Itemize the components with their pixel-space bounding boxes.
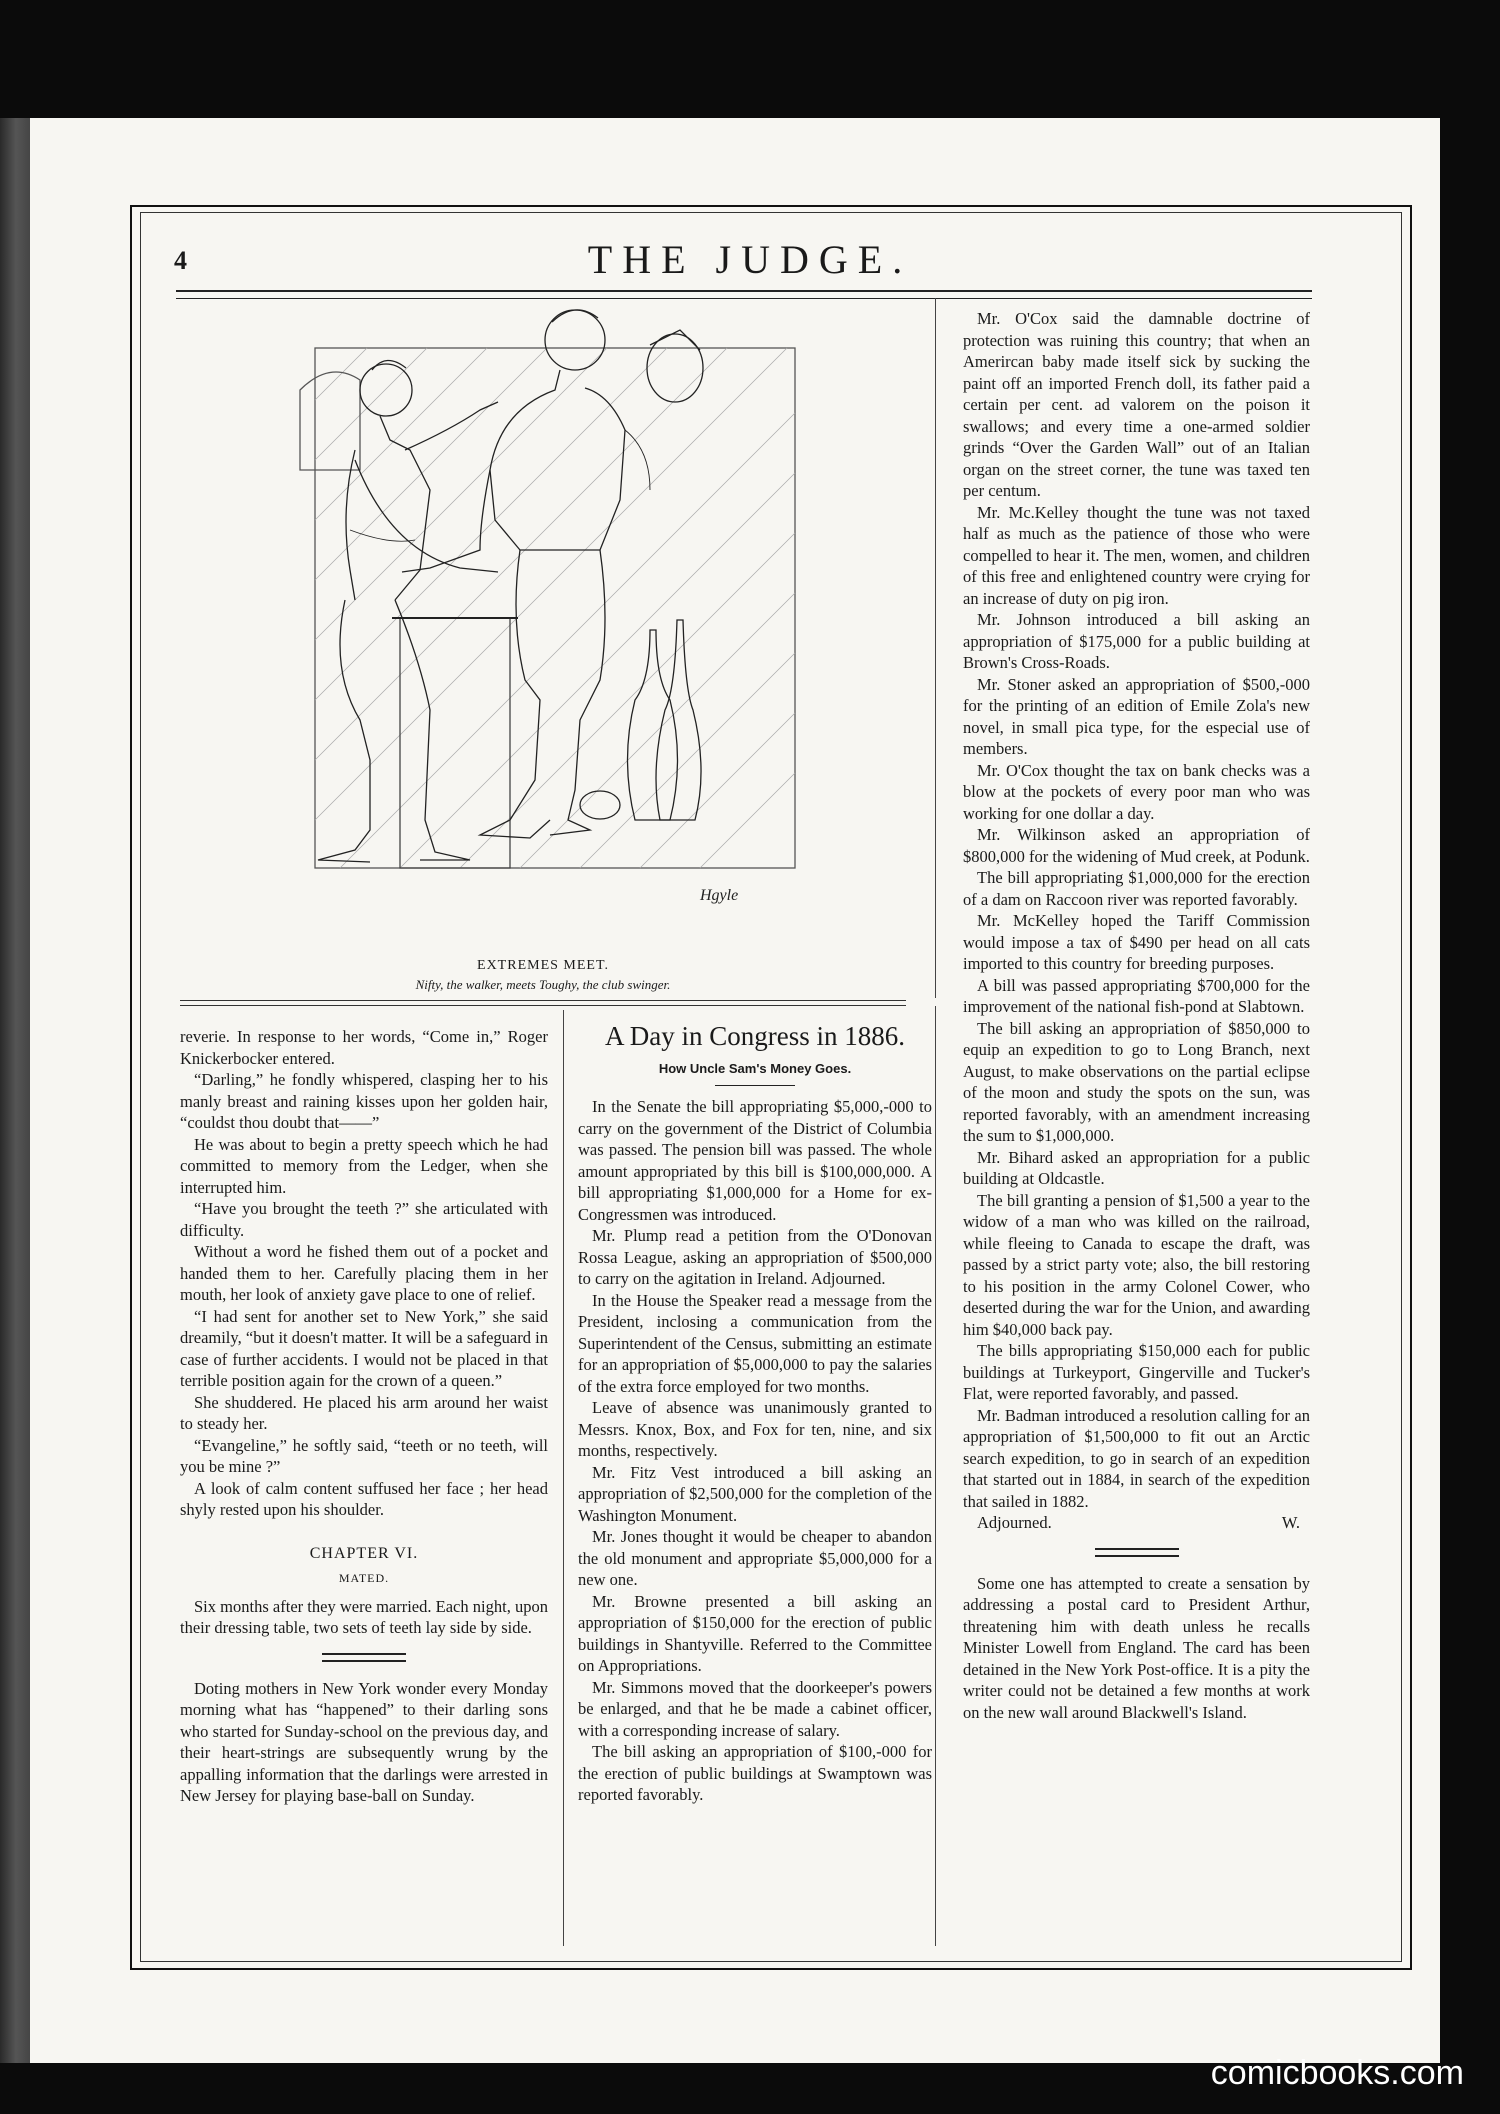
article-title: A Day in Congress in 1886.: [605, 1021, 905, 1051]
article-paragraph: Mr. Mc.Kelley thought the tune was not taxed half as much as the patience of those who were compelled to hear it. The men, women, and children of this free and enlightened country were crying for an increase of duty on pig iron.: [963, 502, 1310, 608]
article-paragraph: The bills appropriating $150,000 each for public buildings at Turkeyport, Gingerville and Tucker's Flat, were reported favorably, and passed.: [963, 1341, 1310, 1403]
article-paragraph: Mr. Bihard asked an appropriation for a public building at Oldcastle.: [963, 1147, 1310, 1188]
article-closing: [963, 1512, 1310, 1534]
chapter-subheading: MATED.: [338, 1571, 390, 1585]
section-divider: [322, 1653, 406, 1662]
article-paragraph: The bill asking an appropriation of $850,000 to equip an expedition to go to Long Branch, next August, to make observations on the partial eclipse of the moon and study the spots on the sun, was reported favorably, with an amendment increasing the sum to $1,000,000.: [963, 1018, 1310, 1145]
author-initial: W.: [1281, 1513, 1300, 1532]
adjourned-text: Adjourned.: [977, 1513, 1052, 1532]
article-paragraph: Mr. Jones thought it would be cheaper to abandon the old monument and appropriate $5,000,000 for a new one.: [578, 1527, 932, 1589]
article-paragraph: Mr. Wilkinson asked an appropriation of $800,000 for the widening of Mud creek, at Podunk.: [963, 825, 1310, 866]
section-divider: [1095, 1548, 1179, 1557]
article-paragraph: A bill was passed appropriating $700,000 for the improvement of the national fish-pond at Slabtown.: [963, 975, 1310, 1016]
article-continued-column: [963, 308, 1310, 1723]
story-paragraph: “I had sent for another set to New York,” she said dreamily, “but it doesn't matter. It will be a safeguard in case of further accidents. I would not be placed in that terrible position again for the crown of a queen.”: [180, 1306, 548, 1390]
site-watermark: comicbooks.com: [1210, 2054, 1464, 2092]
story-paragraph: “Have you brought the teeth ?” she articulated with difficulty.: [180, 1199, 548, 1240]
story-paragraph: reverie. In response to her words, “Come in,” Roger Knickerbocker entered.: [180, 1027, 548, 1068]
article-paragraph: The bill asking an appropriation of $100,-000 for the erection of public buildings at Swamptown was reported favorably.: [578, 1742, 932, 1804]
news-item: Doting mothers in New York wonder every Monday morning what has “happened” to their darling sons who started for Sunday-school on the previous day, and their heart-strings are subsequently wrung by the appalling information that the darlings were arrested in New Jersey for playing base-ball on Sunday.: [180, 1678, 548, 1805]
story-paragraph: He was about to begin a pretty speech which he had committed to memory from the Ledger, when she interrupted him.: [180, 1134, 548, 1197]
article-paragraph: Mr. McKelley hoped the Tariff Commission would impose a tax of $490 per head on all cats imported to this country for breeding purposes.: [963, 911, 1310, 973]
article-paragraph: Mr. Browne presented a bill asking an appropriation of $150,000 for the erection of public buildings in Shantyville. Referred to the Committee on Appropriations.: [578, 1591, 932, 1675]
article-paragraph: The bill appropriating $1,000,000 for the erection of a dam on Raccoon river was reported favorably.: [963, 868, 1310, 909]
article-paragraph: Mr. Badman introduced a resolution calling for an appropriation of $1,500,000 to fit out an Arctic search expedition, to go in search of an expedition that started out in 1884, in search of the expedition that sailed in 1882.: [963, 1405, 1310, 1511]
article-paragraph: Leave of absence was unanimously granted to Messrs. Knox, Box, and Fox for ten, nine, and six months, respectively.: [578, 1398, 932, 1460]
caption-rule: [180, 1000, 906, 1006]
column-rule-left: [563, 1010, 564, 1946]
illustration-title: EXTREMES MEET.: [477, 958, 609, 973]
article-paragraph: Mr. O'Cox said the damnable doctrine of protection was ruining this country; that when an Amerircan baby made itself sick by sucking the paint off an imported French doll, its father paid a certain per cent. ad valorem on the poison it swallows; and every time a one-armed soldier grinds “Over the Garden Wall” out of an Italian organ on the street corner, the tune was taxed ten per centum.: [963, 309, 1310, 500]
header-rule: [176, 290, 1312, 299]
masthead-title: THE JUDGE.: [587, 237, 913, 282]
article-paragraph: Mr. Fitz Vest introduced a bill asking an appropriation of $2,500,000 for the completion of the Washington Monument.: [578, 1462, 932, 1525]
chapter-heading: CHAPTER VI.: [309, 1544, 419, 1562]
article-paragraph: Mr. Simmons moved that the doorkeeper's powers be enlarged, and that he be made a cabinet officer, with a corresponding increase of salary.: [578, 1677, 932, 1740]
news-item: Some one has attempted to create a sensation by addressing a postal card to President Arthur, threatening him with death unless he recalls Minister Lowell from England. The card has been detained in the New York Post-office. It is a pity the writer could not be detained a few months at work on the new wall around Blackwell's Island.: [963, 1573, 1310, 1722]
column-rule-right-lower: [935, 1006, 936, 1946]
column-rule-right: [935, 298, 936, 998]
illustration-caption: Nifty, the walker, meets Toughy, the club swinger.: [415, 977, 671, 992]
story-paragraph: “Evangeline,” he softly said, “teeth or no teeth, will you be mine ?”: [180, 1435, 548, 1476]
story-paragraph: She shuddered. He placed his arm around her waist to steady her.: [180, 1392, 548, 1433]
story-paragraph: A look of calm content suffused her face ; her head shyly rested upon his shoulder.: [180, 1478, 548, 1519]
article-paragraph: In the House the Speaker read a message from the President, inclosing a communication from the Superintendent of the Census, submitting an estimate for an appropriation of $5,000,000 to pay the salaries of the extra force employed for two months.: [578, 1290, 932, 1396]
story-column: [180, 1026, 548, 1807]
story-paragraph: “Darling,” he fondly whispered, clasping her to his manly breast and raining kisses upon her golden hair, “couldst thou doubt that——”: [180, 1070, 548, 1132]
article-paragraph: Mr. Johnson introduced a bill asking an appropriation of $175,000 for a public building at Brown's Cross-Roads.: [963, 610, 1310, 672]
article-column: [578, 1021, 932, 1806]
article-paragraph: Mr. Plump read a petition from the O'Donovan Rossa League, asking an appropriation of $500,000 to carry on the agitation in Ireland. Adjourned.: [578, 1226, 932, 1288]
article-paragraph: In the Senate the bill appropriating $5,000,-000 to carry on the government of the District of Columbia was passed. The pension bill was passed. The whole amount appropriated by this bill is $100,000,000. A bill appropriating $1,000,000 for a Home for ex-Congressmen was introduced.: [578, 1097, 932, 1224]
article-paragraph: Mr. O'Cox thought the tax on bank checks was a blow at the pockets of every poor man who was working for one dollar a day.: [963, 760, 1310, 823]
story-paragraph: Six months after they were married. Each night, upon their dressing table, two sets of teeth lay side by side.: [180, 1596, 548, 1637]
page-number: 4: [174, 246, 187, 275]
story-paragraph: Without a word he fished them out of a pocket and handed them to her. Carefully placing them in her mouth, her look of anxiety gave place to one of relief.: [180, 1242, 548, 1304]
article-rule: [715, 1085, 795, 1086]
article-subtitle: How Uncle Sam's Money Goes.: [658, 1060, 852, 1076]
article-paragraph: Mr. Stoner asked an appropriation of $500,-000 for the printing of an edition of Emile Zola's new novel, in small pica type, for the especial use of members.: [963, 674, 1310, 758]
article-paragraph: The bill granting a pension of $1,500 a year to the widow of a man who was killed on the railroad, while fleeing to Canada to escape the draft, was passed by a strict party vote; also, the bill restoring to his position in the army Colonel Cower, who deserted during the war for the Union, and awarding him $40,000 back pay.: [963, 1190, 1310, 1339]
artist-signature: Hgyle: [700, 887, 739, 904]
cartoon-illustration: [180, 300, 906, 940]
